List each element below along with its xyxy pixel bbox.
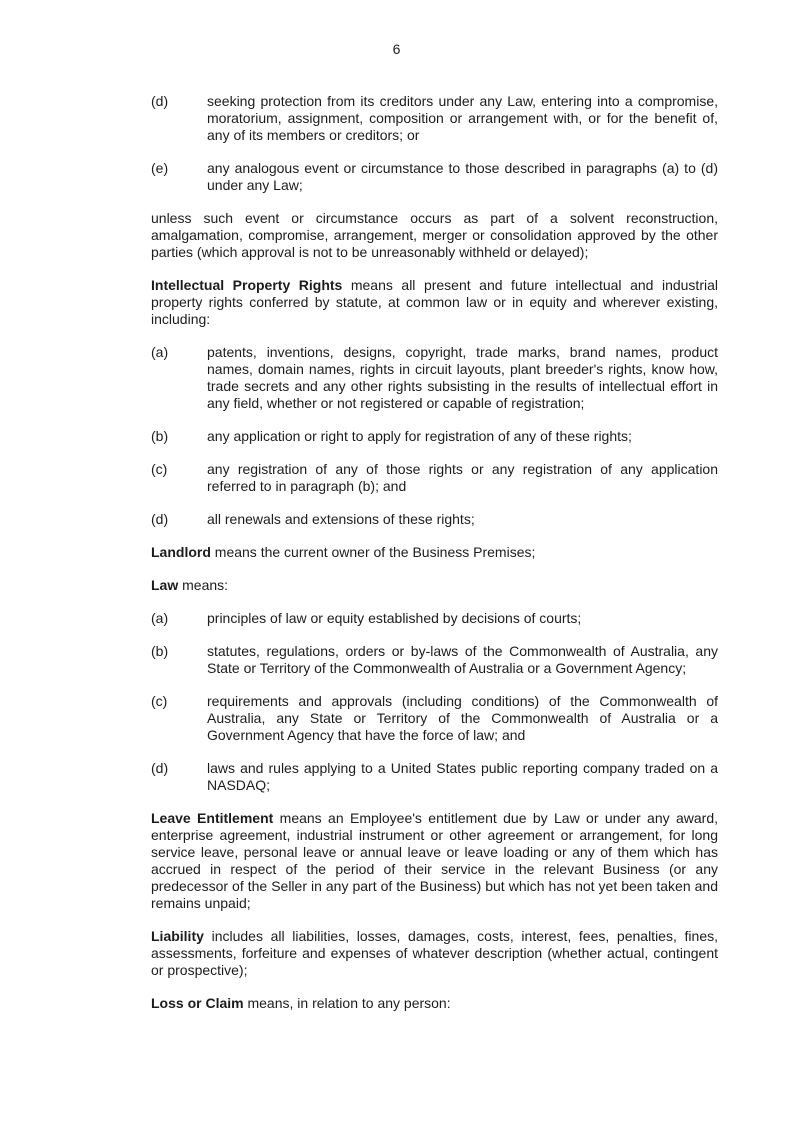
clause-d-law [151,760,718,794]
definition-term: Law [151,577,179,593]
definition-text: means, in relation to any person: [243,995,451,1011]
clause-label: (d) [151,760,169,776]
clause-text: any registration of any of those rights or any registration of any application referred to in paragraph (b); and [207,461,718,494]
clause-label: (a) [151,610,169,626]
definition-term: Loss or Claim [151,995,244,1011]
clause-label: (a) [151,344,169,360]
definition-term: Liability [151,928,204,944]
definition-term: Intellectual Property Rights [151,277,343,293]
clause-text: all renewals and extensions of these rights; [207,511,475,527]
clause-e-insolvency [151,160,718,194]
clause-c-ipr [151,461,718,495]
clause-a-law [151,610,718,627]
clause-c-law [151,693,718,744]
clause-label: (b) [151,428,169,444]
clause-text: patents, inventions, designs, copyright, trade marks, brand names, product names, domain names, rights in circuit layouts, plant breeder's rights, know how, trade secrets and any other rights subsisting in the results of intellectual effort in any field, whether or not registered or capable of registration; [207,344,718,411]
clause-label: (b) [151,643,169,659]
clause-label: (d) [151,511,169,527]
definition-text: means an Employee's entitlement due by Law or under any award, enterprise agreement, industrial instrument or other agreement or arrangement, for long service leave, personal leave or annual leave or leave loading or any of them which has accrued in respect of the period of their service in the relevant Business (or any predecessor of the Seller in any part of the Business) but which has not yet been taken and remains unpaid; [151,810,718,911]
definition-text: means the current owner of the Business Premises; [210,544,536,560]
definition-text: means all present and future intellectual and industrial property rights conferred by statute, at common law or in equity and wherever existing, including: [151,277,718,327]
clause-a-ipr [151,344,718,412]
clause-label: (e) [151,160,169,176]
page-number: 6 [392,41,401,57]
definition-term: Leave Entitlement [151,810,274,826]
definition-law [151,577,718,594]
definition-loss-or-claim [151,995,718,1012]
clause-text: seeking protection from its creditors under any Law, entering into a compromise, moratorium, assignment, composition or arrangement with, or for the benefit of, any of its members or creditors; or [207,93,718,143]
definition-term: Landlord [151,544,211,560]
document-content [151,93,718,1012]
definition-intellectual-property-rights [151,277,718,328]
clause-b-law [151,643,718,677]
clause-label: (d) [151,93,169,109]
clause-label: (c) [151,693,168,709]
definition-text: includes all liabilities, losses, damages, costs, interest, fees, penalties, fines, assessments, forfeiture and expenses of whatever description (whether actual, contingent or prospective); [151,928,718,978]
paragraph-unless-proviso: unless such event or circumstance occurs as part of a solvent reconstruction, amalgamation, compromise, arrangement, merger or consolidation approved by the other parties (which approval is not to be unreasonably withheld or delayed); [151,210,718,260]
clause-text: statutes, regulations, orders or by-laws of the Commonwealth of Australia, any State or Territory of the Commonwealth of Australia or a Government Agency; [207,643,718,676]
clause-text: requirements and approvals (including conditions) of the Commonwealth of Australia, any State or Territory of the Commonwealth of Australia or a Government Agency that have the force of law; and [207,693,718,743]
definition-landlord [151,544,718,561]
clause-label: (c) [151,461,168,477]
clause-text: principles of law or equity established by decisions of courts; [207,610,582,626]
clause-text: any analogous event or circumstance to those described in paragraphs (a) to (d) under any Law; [207,160,718,193]
clause-d-insolvency [151,93,718,144]
clause-text: laws and rules applying to a United States public reporting company traded on a NASDAQ; [207,760,718,793]
clause-b-ipr [151,428,718,445]
definition-leave-entitlement [151,810,718,912]
clause-d-ipr [151,511,718,528]
definition-liability [151,928,718,979]
clause-text: any application or right to apply for registration of any of these rights; [207,428,632,444]
definition-text: means: [178,577,229,593]
